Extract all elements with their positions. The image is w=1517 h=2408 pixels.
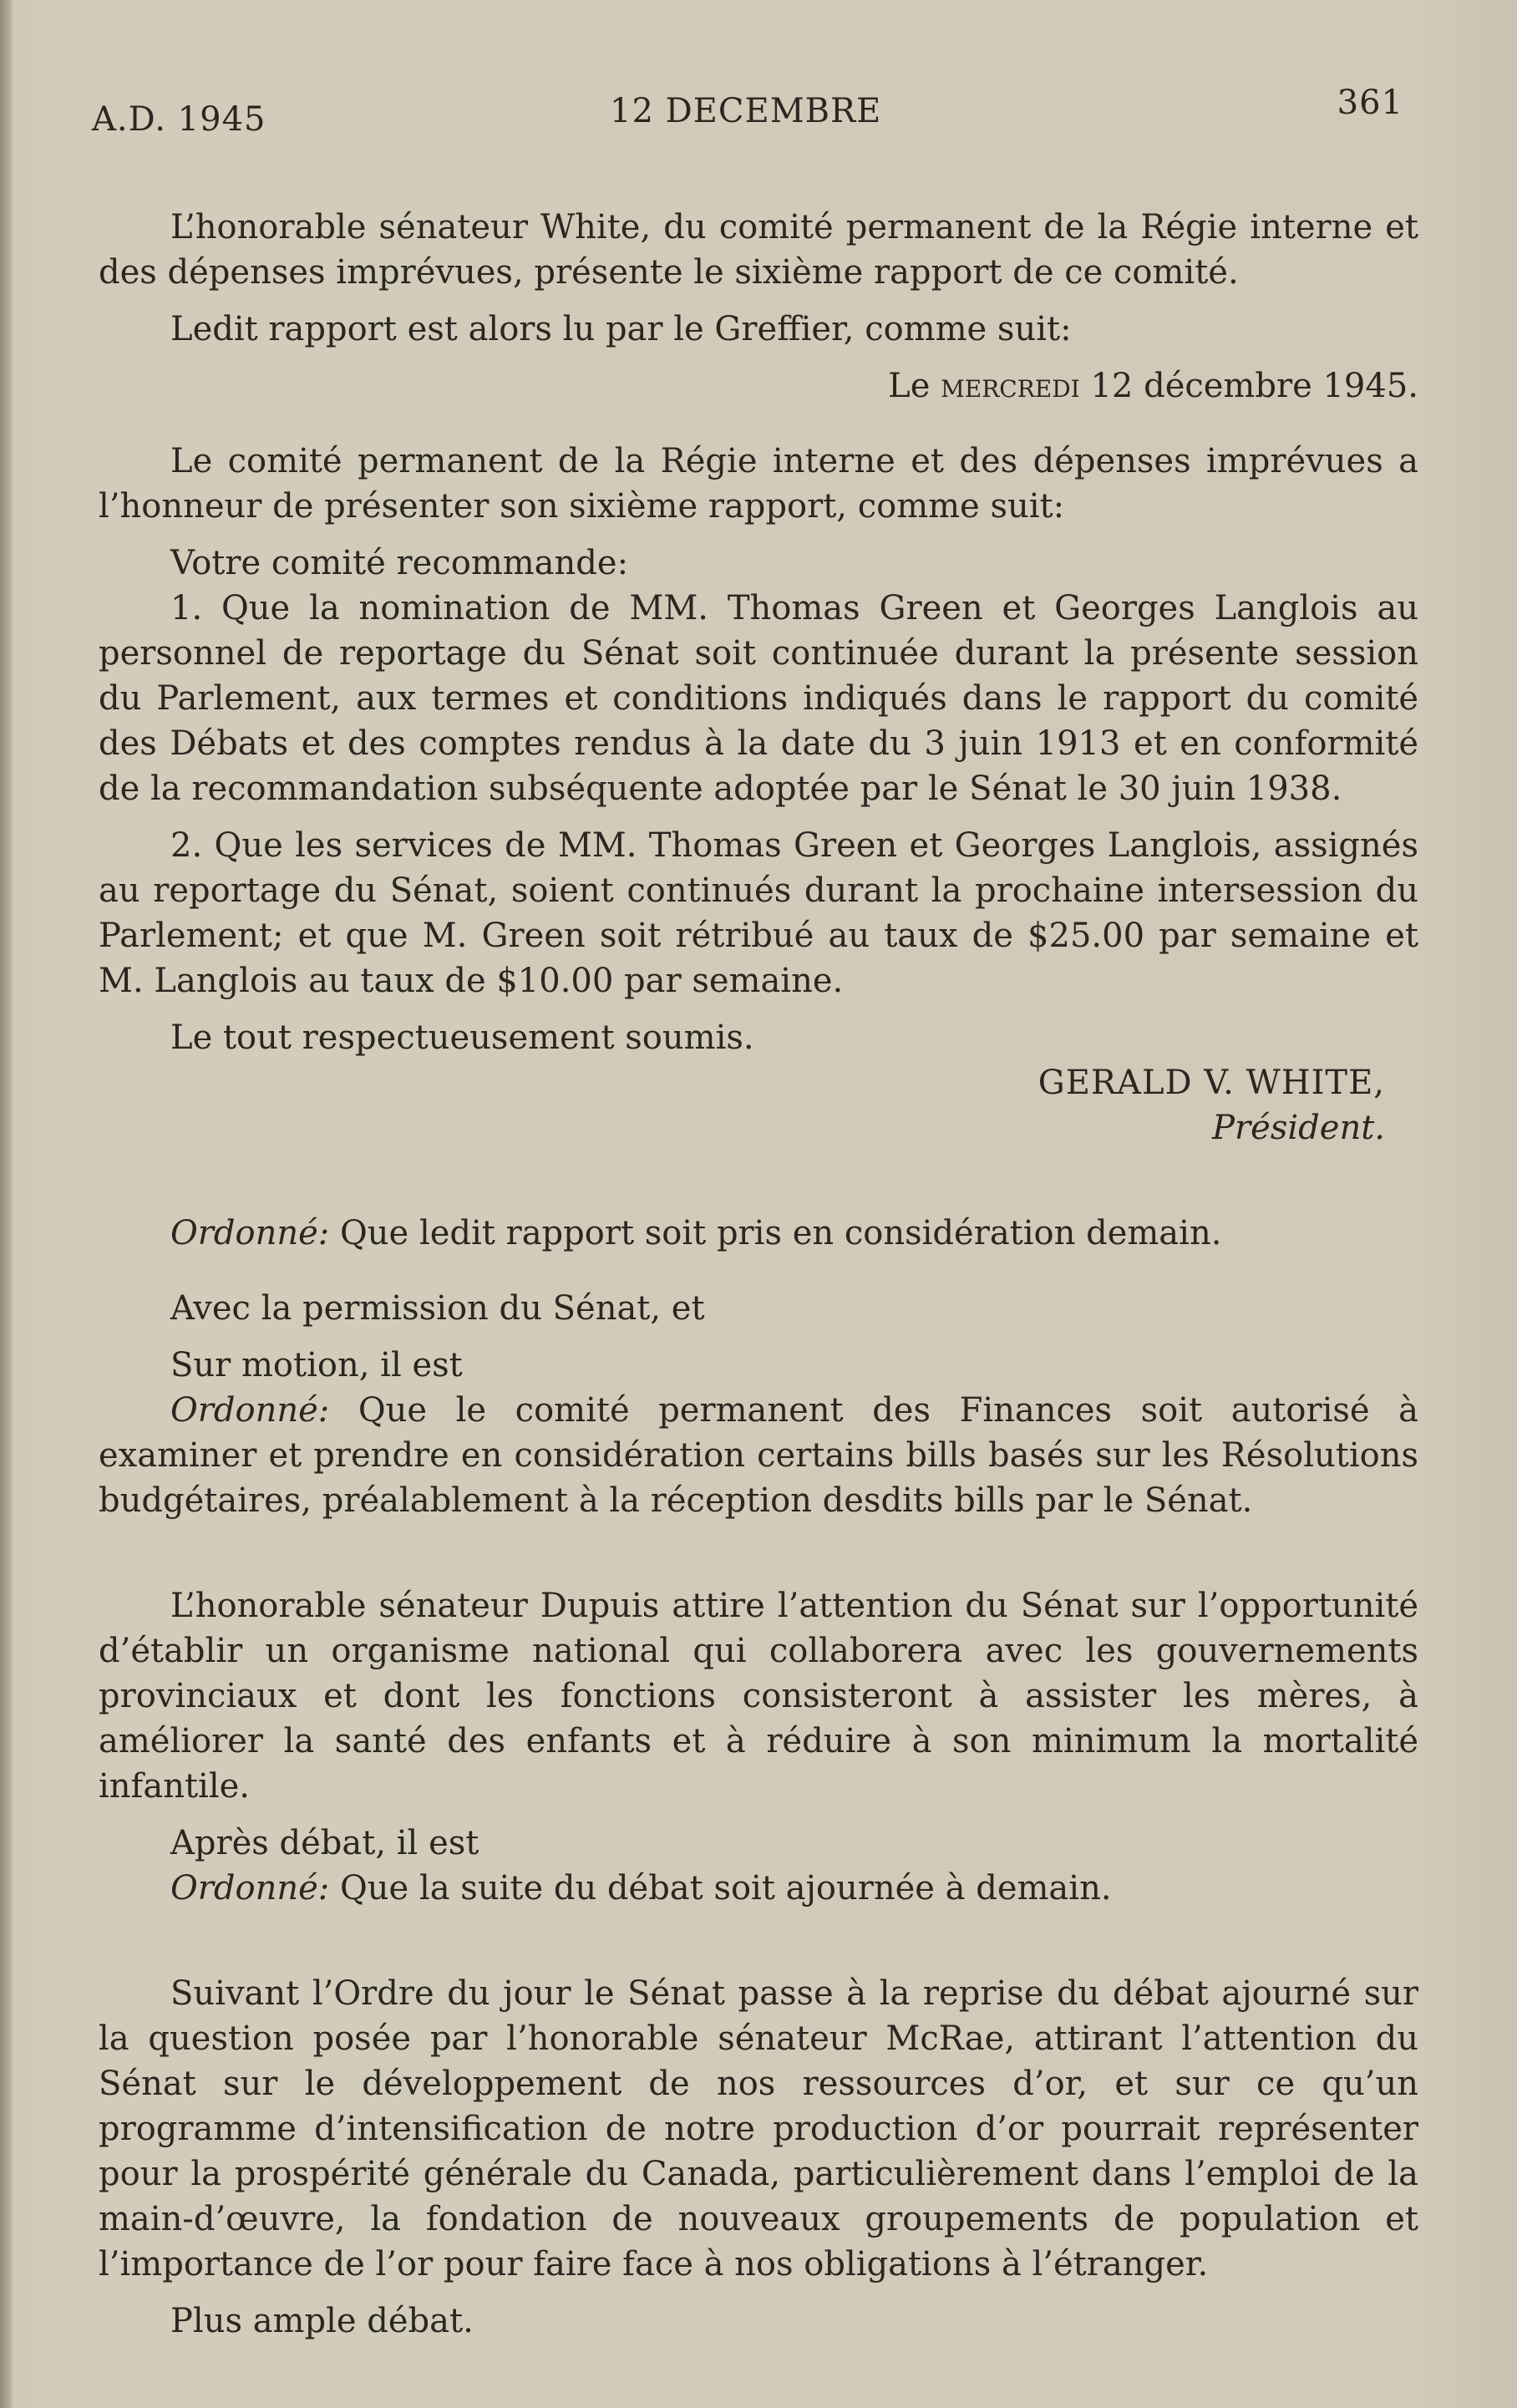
ordered-label: Ordonné: (170, 1391, 330, 1430)
signature-name: GERALD V. WHITE, (1038, 1064, 1385, 1102)
report-opening: Le comité permanent de la Régie interne et des dépenses imprévues a l’honneur de présenter son sixième rapport, comme suit: (99, 442, 1418, 526)
page-binding-edge (0, 0, 12, 2408)
ordered-adjourn-debate (99, 1866, 1418, 1911)
ordered-text: Que le comité permanent des Finances soit autorisé à examiner et prendre en considération certains bills basés sur les Résolutions budgétaires, préalablement à la réception desdits bills par le Sénat. (99, 1391, 1418, 1520)
report-item-2: 2. Que les services de MM. Thomas Green et Georges Langlois, assignés au reportage du Sénat, soient continués durant la prochaine intersession du Parlement; et que M. Green soit rétribué au taux de $25.00 par semaine et M. Langlois au taux de $10.00 par semaine. (99, 826, 1418, 1000)
header-year: A.D. 1945 (92, 100, 266, 139)
ordered-text: Que la suite du débat soit ajournée à demain. (329, 1869, 1112, 1908)
motion-permission: Avec la permission du Sénat, et (170, 1289, 705, 1328)
ordered-report-consideration (99, 1211, 1418, 1256)
report-date-prefix: Le (888, 367, 931, 405)
report-date-weekday: mercredi (941, 367, 1080, 405)
report-recommends: Votre comité recommande: (170, 544, 629, 582)
ordered-finance-committee (99, 1388, 1418, 1523)
dupuis-inquiry: L’honorable sénateur Dupuis attire l’attention du Sénat sur l’opportunité d’établir un organisme national qui collaborera avec les gouvernements provinciaux et dont les fonctions consisteront à assister les mères, à améliorer la santé des enfants et à réduire à son minimum la mortalité infantile. (99, 1587, 1418, 1806)
ordered-text: Que ledit rapport soit pris en considération demain. (329, 1214, 1222, 1252)
signature-block (99, 1060, 1418, 1151)
motion-on-motion: Sur motion, il est (170, 1346, 463, 1384)
report-read-by: Ledit rapport est alors lu par le Greffier, comme suit: (170, 310, 1072, 348)
report-date-rest: 12 décembre 1945. (1090, 367, 1418, 405)
page-number: 361 (1337, 84, 1403, 122)
ordered-label: Ordonné: (170, 1869, 330, 1908)
mcrae-further-debate: Plus ample débat. (170, 2302, 474, 2340)
dupuis-after-debate: Après débat, il est (170, 1824, 479, 1862)
report-closing: Le tout respectueusement soumis. (170, 1019, 754, 1057)
report-item-1: 1. Que la nomination de MM. Thomas Green et Georges Langlois au personnel de reportage du Sénat soit continuée durant la présente session du Parlement, aux termes et conditions indiqués dans le rapport du comité des Débats et des comptes rendus à la date du 3 juin 1913 et en conformité de la recommandation subséquente adoptée par le Sénat le 30 juin 1938. (99, 589, 1418, 808)
signature-title: Président. (1212, 1109, 1385, 1147)
header-date: 12 DECEMBRE (610, 92, 882, 130)
running-header (92, 84, 1403, 139)
report-intro: L’honorable sénateur White, du comité permanent de la Régie interne et des dépenses imprévues, présente le sixième rapport de ce comité. (99, 208, 1418, 292)
mcrae-debate: Suivant l’Ordre du jour le Sénat passe à la reprise du débat ajourné sur la question posée par l’honorable sénateur McRae, attirant l’attention du Sénat sur le développement de nos ressources d’or, et sur ce qu’un programme d’intensification de notre production d’or pourrait représenter pour la prospérité générale du Canada, particulièrement dans l’emploi de la main-d’œuvre, la fondation de nouveaux groupements de population et l’importance de l’or pour faire face à nos obligations à l’étranger. (99, 1974, 1418, 2284)
report-date (99, 363, 1418, 409)
ordered-label: Ordonné: (170, 1214, 330, 1252)
page-body (99, 205, 1418, 2344)
